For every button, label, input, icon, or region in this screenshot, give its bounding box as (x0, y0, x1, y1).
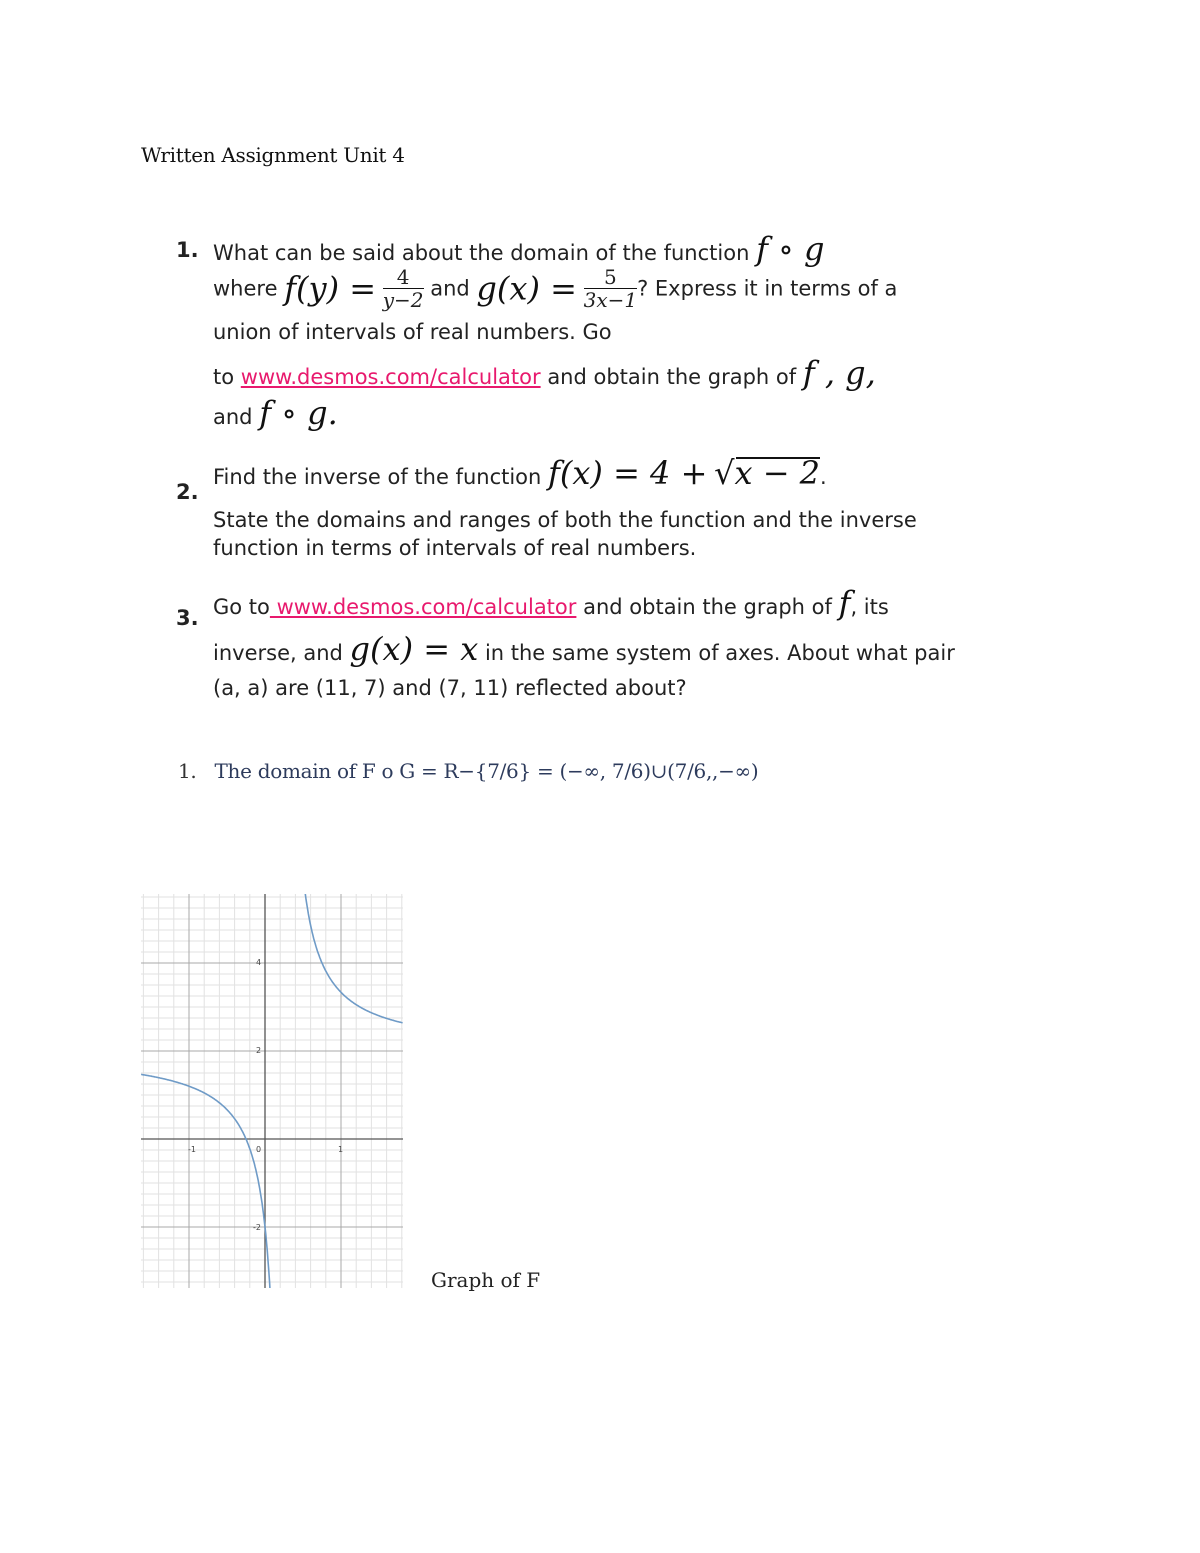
question-number: 1. (176, 238, 199, 262)
document-title: Written Assignment Unit 4 (141, 143, 405, 167)
question-number: 3. (176, 606, 199, 630)
q2-line-3: function in terms of intervals of real numbers. (213, 536, 697, 560)
y-tick-label: -2 (253, 1223, 261, 1232)
graph-caption: Graph of F (431, 1268, 541, 1292)
answer-number: 1. (178, 759, 197, 783)
math-fy: f(y) = (284, 269, 377, 308)
x-tick-label: 1 (338, 1145, 344, 1154)
y-tick-label: 2 (256, 1046, 262, 1055)
math-fx-eq: f(x) = 4 + (548, 454, 708, 492)
q3-line-1: Go to www.desmos.com/calculator and obtain the graph of f, its (213, 584, 889, 622)
math-f: f (838, 584, 851, 622)
answer-1 (178, 759, 758, 783)
math-gx: g(x) = (476, 269, 577, 308)
desmos-link[interactable]: www.desmos.com/calculator (240, 365, 541, 389)
q3-line-2: inverse, and g(x) = x in the same system of axes. About what pair (213, 630, 955, 668)
q1-line-5: and f ∘ g. (213, 394, 338, 432)
graph-of-f (141, 894, 403, 1288)
math-f-compose-g: f ∘ g (756, 230, 825, 268)
sqrt-x-minus-2: √x − 2 (714, 454, 821, 492)
math-f-compose-g-2: f ∘ g. (259, 394, 338, 432)
q3-line-3: (a, a) are (11, 7) and (7, 11) reflected about? (213, 676, 687, 700)
fraction-5-over-3x-1: $\frac{5}{3x-1}$ (583, 265, 638, 312)
math-gx-eq-x: g(x) = x (349, 630, 479, 668)
math-f-g: f , g, (802, 354, 876, 392)
q1-line-4: to www.desmos.com/calculator and obtain the graph of f , g, (213, 354, 876, 392)
q2-line-2: State the domains and ranges of both the function and the inverse (213, 508, 917, 532)
q2-line-1: Find the inverse of the function f(x) = 4 + √x − 2 . (213, 454, 827, 492)
x-tick-label: -1 (188, 1145, 196, 1154)
x-tick-label: 0 (256, 1145, 262, 1154)
q1-line-2: where f(y) = $\frac{4}{y-2}$ and g(x) = $\frac{5}{3x-1}$ ? Express it in terms of a (213, 265, 898, 312)
fraction-4-over-y-2: $\frac{4}{y-2}$ (382, 265, 424, 312)
question-number: 2. (176, 480, 199, 504)
q1-line-3: union of intervals of real numbers. Go (213, 320, 612, 344)
answer-text: The domain of F o G = R−{7/6} = (−∞, 7/6)∪(7/6,,−∞) (214, 759, 759, 783)
graph-background (141, 894, 403, 1288)
desmos-link[interactable]: www.desmos.com/calculator (269, 595, 577, 619)
q1-line-1: What can be said about the domain of the function f ∘ g (213, 230, 825, 268)
y-tick-label: 4 (256, 958, 262, 967)
